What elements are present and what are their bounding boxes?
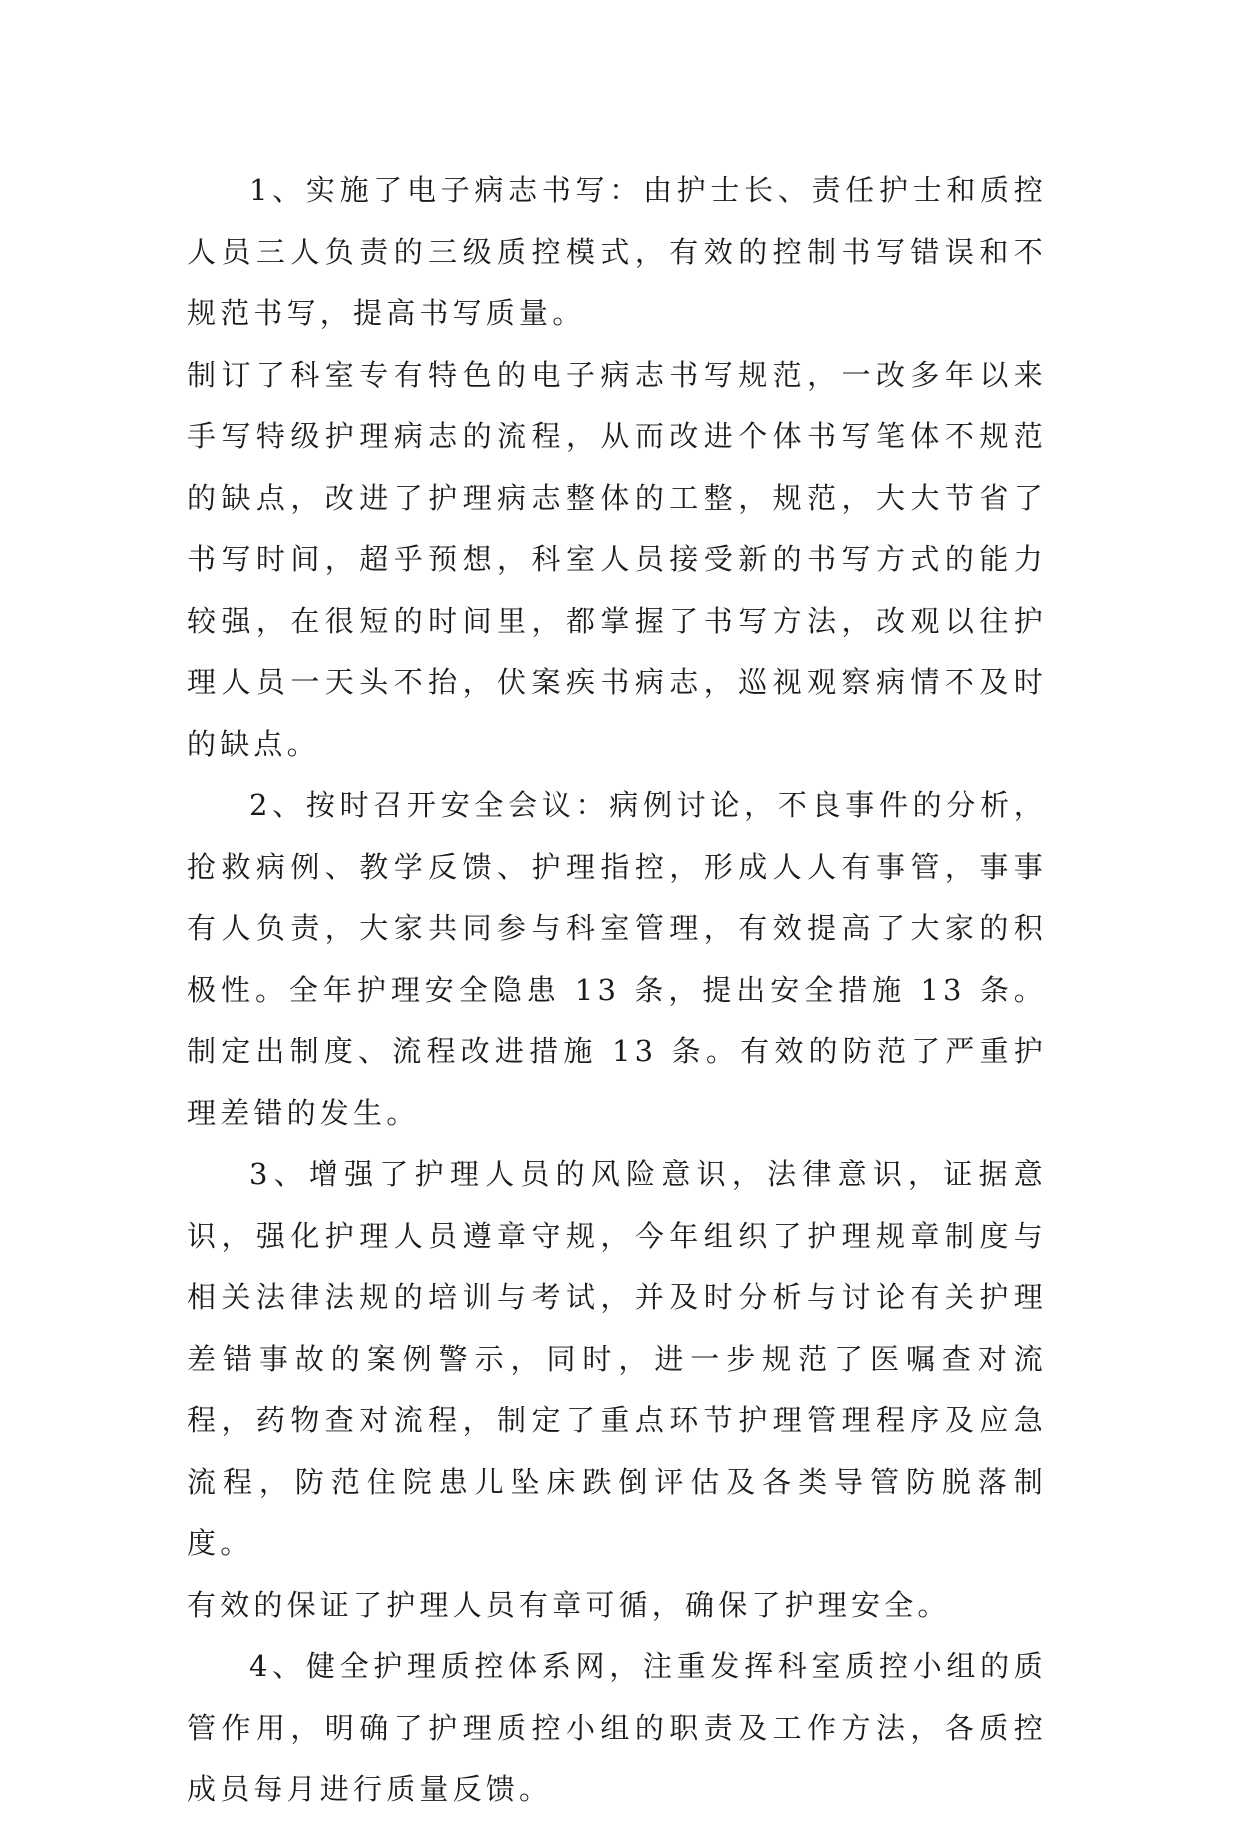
paragraph-item-1: 1、实施了电子病志书写：由护士长、责任护士和质控人员三人负责的三级质控模式，有效的控制书写错误和不规范书写，提高书写质量。: [187, 173, 1047, 330]
paragraph-item-1-continuation: 制订了科室专有特色的电子病志书写规范，一改多年以来手写特级护理病志的流程，从而改进个体书写笔体不规范的缺点，改进了护理病志整体的工整，规范，大大节省了书写时间，超乎预想，科室人员接受新的书写方式的能力较强，在很短的时间里，都掌握了书写方法，改观以往护理人员一天头不抬，伏案疾书病志，巡视观察病情不及时的缺点。: [187, 357, 1047, 761]
document-body: [187, 160, 1047, 1821]
paragraph-item-4: 4、健全护理质控体系网，注重发挥科室质控小组的质管作用，明确了护理质控小组的职责及工作方法，各质控成员每月进行质量反馈。: [187, 1649, 1047, 1806]
paragraph-item-2: 2、按时召开安全会议：病例讨论，不良事件的分析，抢救病例、教学反馈、护理指控，形成人人有事管，事事有人负责，大家共同参与科室管理，有效提高了大家的积极性。全年护理安全隐患 13 条，提出安全措施 13 条。制定出制度、流程改进措施 13 条。有效的防范了严重护理差错的发生。: [187, 788, 1047, 1130]
paragraph-item-3: 3、增强了护理人员的风险意识，法律意识，证据意识，强化护理人员遵章守规，今年组织了护理规章制度与相关法律法规的培训与考试，并及时分析与讨论有关护理差错事故的案例警示，同时，进一步规范了医嘱查对流程，药物查对流程，制定了重点环节护理管理程序及应急流程，防范住院患儿坠床跌倒评估及各类导管防脱落制度。: [187, 1157, 1047, 1560]
paragraph-item-3-continuation: 有效的保证了护理人员有章可循，确保了护理安全。: [187, 1587, 951, 1622]
